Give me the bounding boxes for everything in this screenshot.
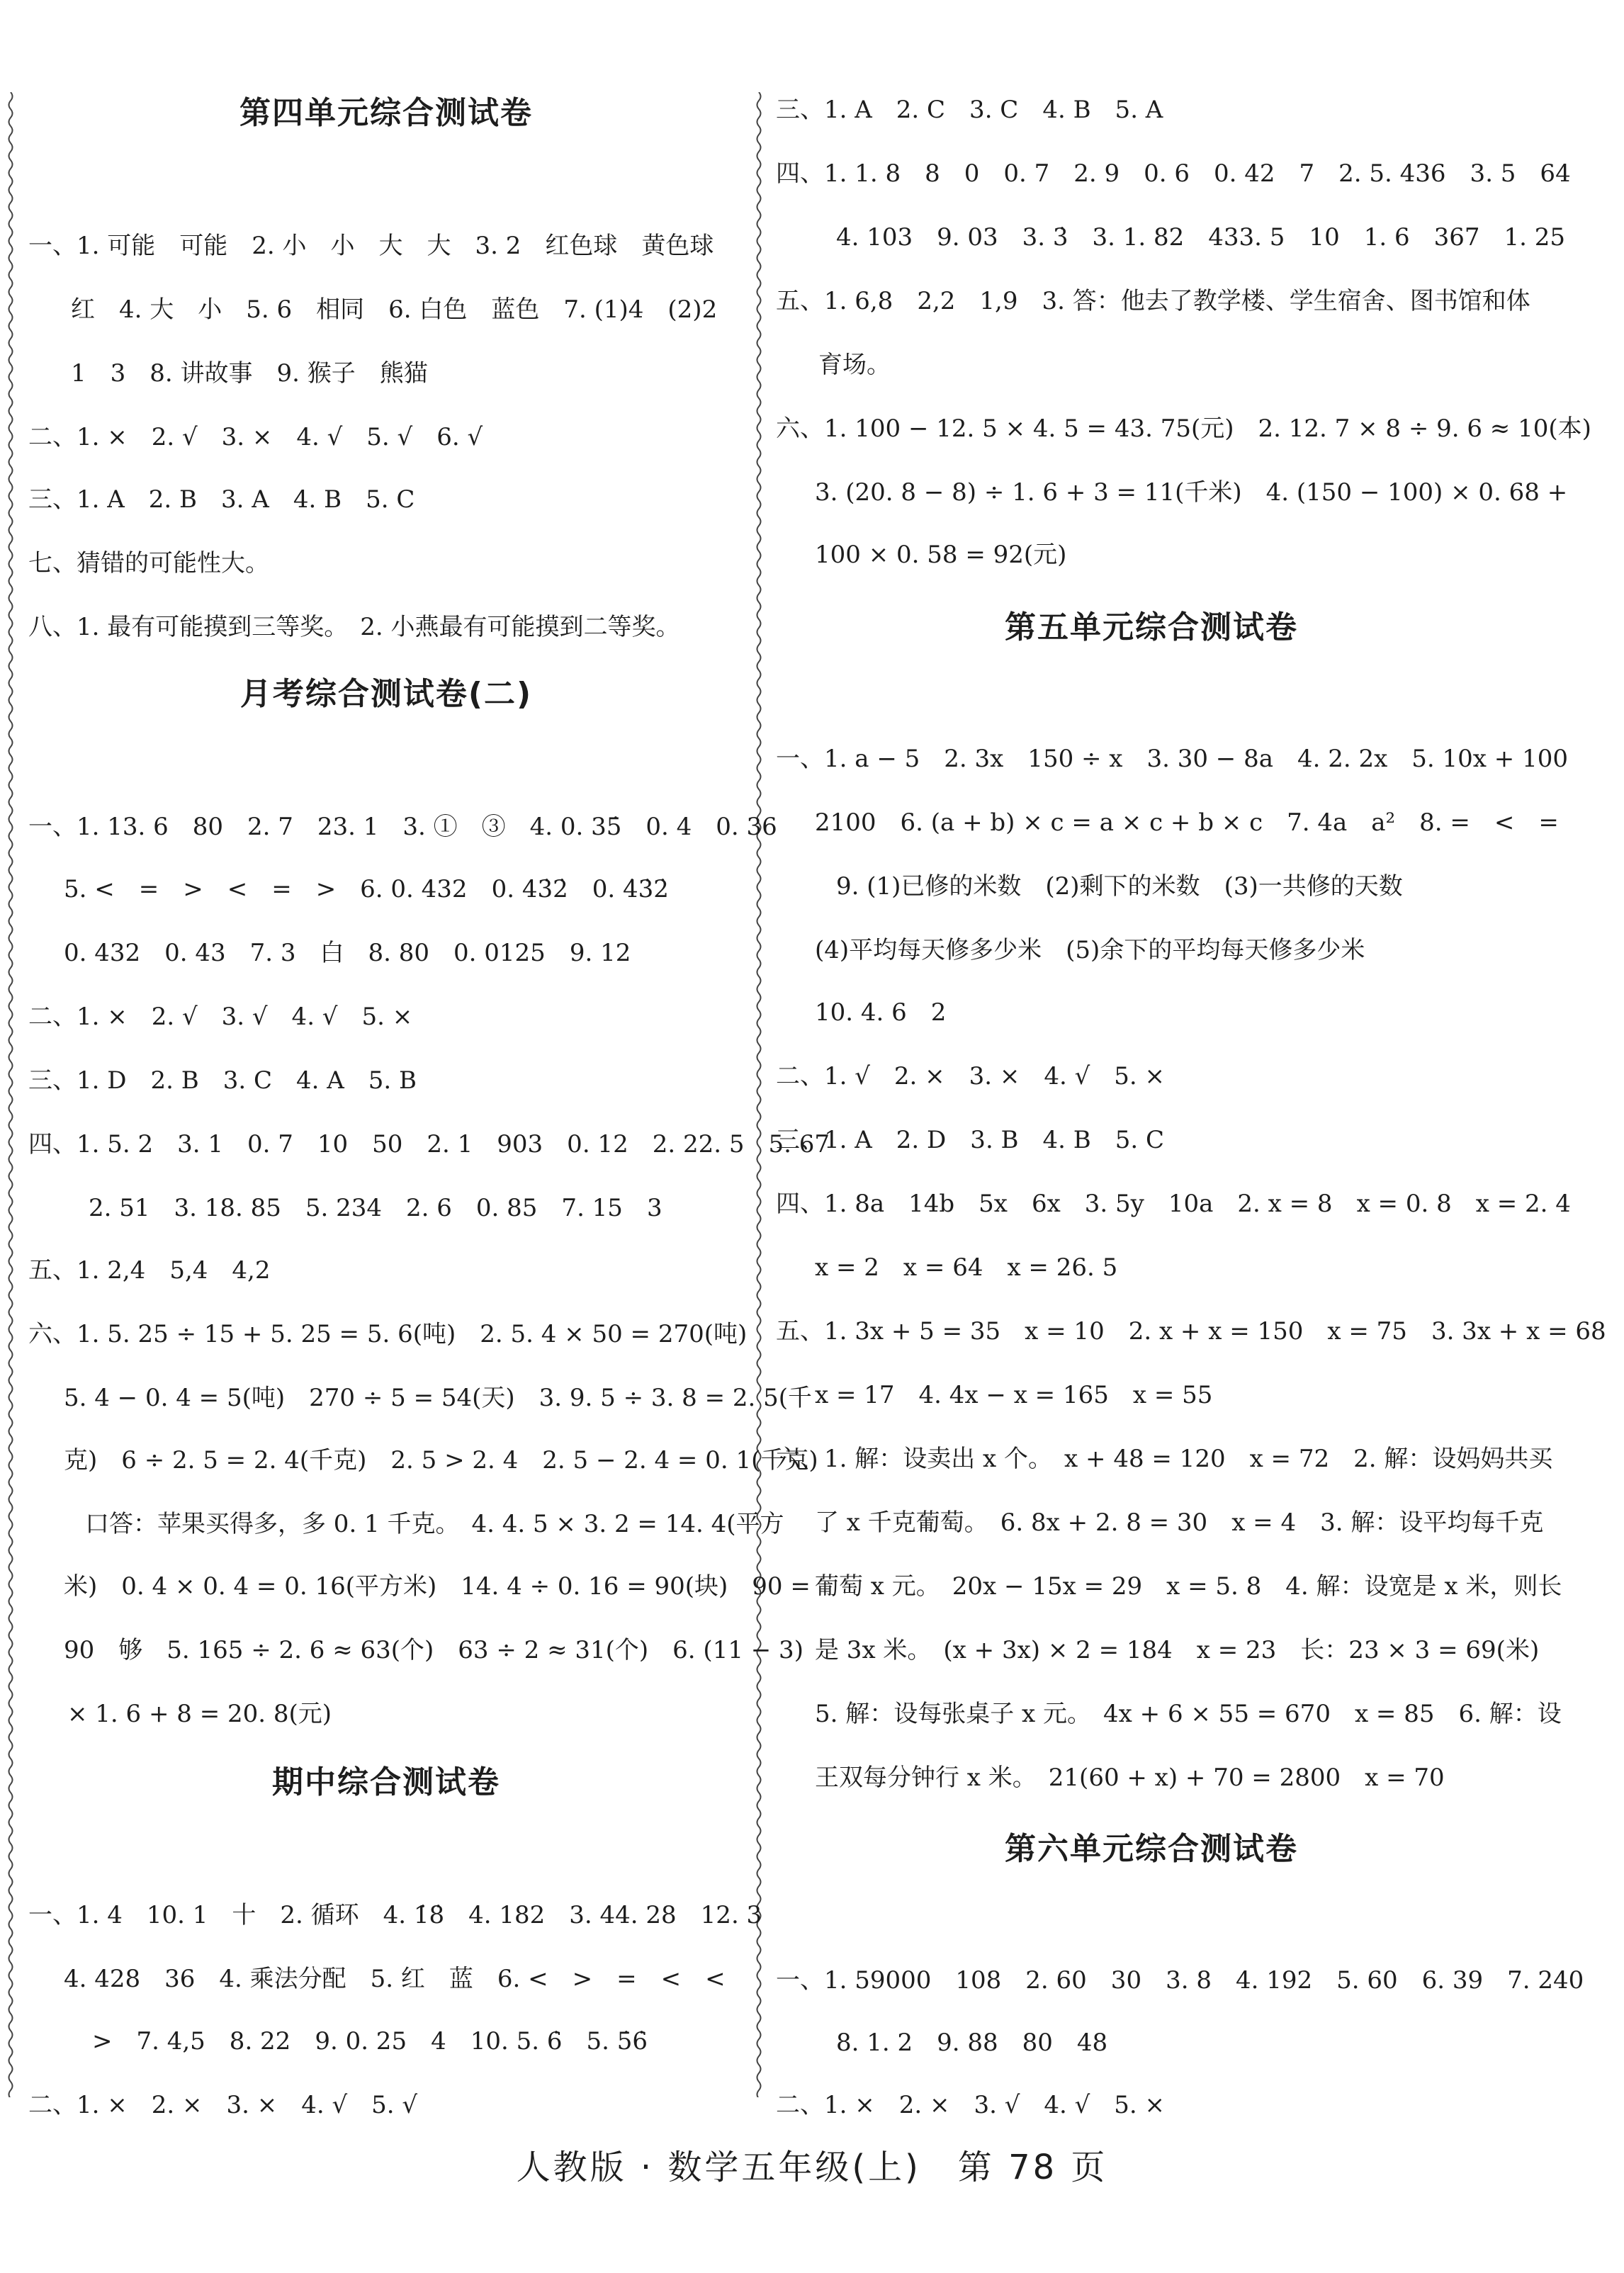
answer-line: 10. 4. 6 2 bbox=[815, 998, 947, 1027]
answer-line: 育场。 bbox=[818, 351, 891, 379]
answer-line: 一、1. a − 5 2. 3x 150 ÷ x 3. 30 − 8a 4. 2. 2x 5. 10x + 100 bbox=[776, 745, 1568, 773]
answer-line: 二、1. √ 2. × 3. × 4. √ 5. × bbox=[776, 1062, 1166, 1090]
answer-line: 三、1. A 2. D 3. B 4. B 5. C bbox=[776, 1126, 1165, 1154]
answer-line: 五、1. 2,4 5,4 4,2 bbox=[28, 1256, 271, 1285]
answer-line: 一、1. 可能 可能 2. 小 小 大 大 3. 2 红色球 黄色球 bbox=[28, 232, 714, 260]
answer-line: 5. 解：设每张桌子 x 元。 4x + 6 × 55 = 670 x = 85 6. 解：设 bbox=[815, 1700, 1562, 1728]
answer-line: 3. (20. 8 − 8) ÷ 1. 6 + 3 = 11(千米) 4. (150 − 100) × 0. 68 + bbox=[815, 478, 1568, 507]
left-wavy-border bbox=[6, 92, 16, 2097]
answer-line: 0. 432 0. 43 7. 3 白 8. 80 0. 0125 9. 12 bbox=[64, 939, 631, 967]
answer-line: 一、1. 59000 108 2. 60 30 3. 8 4. 192 5. 60 6. 39 7. 240 bbox=[776, 1966, 1584, 1995]
heading-unit6-test: 第六单元综合测试卷 bbox=[1005, 1831, 1298, 1867]
answer-line: 了 x 千克葡萄。 6. 8x + 2. 8 = 30 x = 4 3. 解：设平均每千克 bbox=[815, 1508, 1544, 1537]
answer-line: × 1. 6 + 8 = 20. 8(元) bbox=[67, 1700, 332, 1728]
answer-line: 口答：苹果买得多，多 0. 1 千克。 4. 4. 5 × 3. 2 = 14. 4(平方 bbox=[85, 1510, 784, 1538]
answer-line: x = 2 x = 64 x = 26. 5 bbox=[815, 1253, 1118, 1282]
answer-line: 六、1. 解：设卖出 x 个。 x + 48 = 120 x = 72 2. 解：设妈妈共买 bbox=[776, 1445, 1553, 1473]
page-footer: 人教版 · 数学五年级(上) 第 78 页 bbox=[516, 2148, 1108, 2187]
answer-line: 2100 6. (a + b) × c = a × c + b × c 7. 4a a² 8. = < = bbox=[815, 808, 1559, 837]
answer-line: 五、1. 3x + 5 = 35 x = 10 2. x + x = 150 x = 75 3. 3x + x = 68 bbox=[776, 1317, 1606, 1346]
answer-line: 三、1. A 2. B 3. A 4. B 5. C bbox=[28, 485, 415, 514]
answer-line: 二、1. × 2. × 3. × 4. √ 5. √ bbox=[28, 2091, 418, 2119]
answer-line: 4. 428 36 4. 乘法分配 5. 红 蓝 6. < > = < < bbox=[64, 1965, 726, 1993]
answer-line: 三、1. D 2. B 3. C 4. A 5. B bbox=[28, 1066, 417, 1095]
answer-line: 克) 6 ÷ 2. 5 = 2. 4(千克) 2. 5 > 2. 4 2. 5 − 2. 4 = 0. 1(千克) bbox=[64, 1446, 818, 1474]
answer-line: x = 17 4. 4x − x = 165 x = 55 bbox=[815, 1381, 1213, 1409]
answer-line: 一、1. 4 10. 1 十 2. 循环 4. 1̇8̇ 4. 182 3. 44. 28 12. 3 bbox=[28, 1901, 762, 1929]
heading-unit4-test: 第四单元综合测试卷 bbox=[239, 95, 533, 131]
heading-midterm-test: 期中综合测试卷 bbox=[272, 1764, 500, 1800]
answer-line: 六、1. 5. 25 ÷ 15 + 5. 25 = 5. 6(吨) 2. 5. 4 × 50 = 270(吨) bbox=[28, 1320, 748, 1348]
answer-line: 90 够 5. 165 ÷ 2. 6 ≈ 63(个) 63 ÷ 2 ≈ 31(个) 6. (11 − 3) bbox=[64, 1636, 803, 1664]
answer-line: 一、1. 13. 6 80 2. 7 23. 1 3. ① ③ 4. 0. 35̇ 0. 4 0. 36 bbox=[28, 813, 777, 841]
answer-line: 六、1. 100 − 12. 5 × 4. 5 = 43. 75(元) 2. 12. 7 × 8 ÷ 9. 6 ≈ 10(本) bbox=[776, 414, 1591, 443]
answer-line: 二、1. × 2. × 3. √ 4. √ 5. × bbox=[776, 2091, 1166, 2119]
answer-line: 红 4. 大 小 5. 6 相同 6. 白色 蓝色 7. (1)4 (2)2 bbox=[71, 295, 718, 324]
answer-line: 5. 4 − 0. 4 = 5(吨) 270 ÷ 5 = 54(天) 3. 9. 5 ÷ 3. 8 = 2. 5(千 bbox=[64, 1384, 813, 1412]
answer-line: 二、1. × 2. √ 3. × 4. √ 5. √ 6. √ bbox=[28, 423, 483, 451]
answer-line: 王双每分钟行 x 米。 21(60 + x) + 70 = 2800 x = 70 bbox=[815, 1764, 1445, 1792]
center-wavy-divider bbox=[754, 92, 764, 2097]
answer-line: > 7. 4,5 8. 22 9. 0. 25 4 10. 5. 6̇ 5. 5̇6̇ bbox=[92, 2027, 648, 2055]
answer-line: 四、1. 5. 2 3. 1 0. 7 10 50 2. 1 903 0. 12 2. 22. 5 5. 67 bbox=[28, 1130, 830, 1158]
answer-line: 4. 103 9. 03 3. 3̇ 3. 1. 82 433. 5 10 1. 6 367 1. 25 bbox=[836, 223, 1565, 252]
answer-line: 9. (1)已修的米数 (2)剩下的米数 (3)一共修的天数 bbox=[836, 872, 1403, 901]
answer-line: 二、1. × 2. √ 3. √ 4. √ 5. × bbox=[28, 1003, 413, 1031]
answer-line: 是 3x 米。 (x + 3x) × 2 = 184 x = 23 长：23 × 3 = 69(米) bbox=[815, 1636, 1540, 1664]
answer-line: 葡萄 x 元。 20x − 15x = 29 x = 5. 8 4. 解：设宽是 x 米，则长 bbox=[815, 1572, 1562, 1601]
answer-line: 2. 51 3. 18. 85 5. 234 2. 6 0. 85 7. 15 3 bbox=[89, 1194, 662, 1222]
answer-line: 米) 0. 4 × 0. 4 = 0. 16(平方米) 14. 4 ÷ 0. 16 = 90(块) 90 = bbox=[64, 1572, 811, 1601]
answer-line: 五、1. 6,8 2,2 1,9 3. 答：他去了教学楼、学生宿舍、图书馆和体 bbox=[776, 287, 1530, 315]
answer-line: 8. 1. 2 9. 88 80 48 bbox=[836, 2029, 1108, 2057]
answer-line: 四、1. 1. 8 8 0 0. 7 2. 9 0. 6 0. 42 7 2. 5. 436 3. 5 64 bbox=[776, 159, 1571, 188]
answer-line: 100 × 0. 58 = 92(元) bbox=[815, 541, 1067, 569]
heading-monthly-test-2: 月考综合测试卷(二) bbox=[239, 676, 533, 712]
answer-line: 八、1. 最有可能摸到三等奖。 2. 小燕最有可能摸到二等奖。 bbox=[28, 613, 680, 641]
answer-line: 三、1. A 2. C 3. C 4. B 5. A bbox=[776, 96, 1163, 124]
answer-line: 5. < = > < = > 6. 0. 432 0. 43̇2̇ 0. 4̇3̇2̇ bbox=[64, 875, 669, 903]
answer-line: 七、猜错的可能性大。 bbox=[28, 549, 269, 577]
answer-line: 四、1. 8a 14b 5x 6x 3. 5y 10a 2. x = 8 x = 0. 8 x = 2. 4 bbox=[776, 1190, 1571, 1218]
answer-line: (4)平均每天修多少米 (5)余下的平均每天修多少米 bbox=[815, 936, 1365, 964]
answer-line: 1 3 8. 讲故事 9. 猴子 熊猫 bbox=[71, 359, 428, 388]
heading-unit5-test: 第五单元综合测试卷 bbox=[1005, 609, 1298, 645]
